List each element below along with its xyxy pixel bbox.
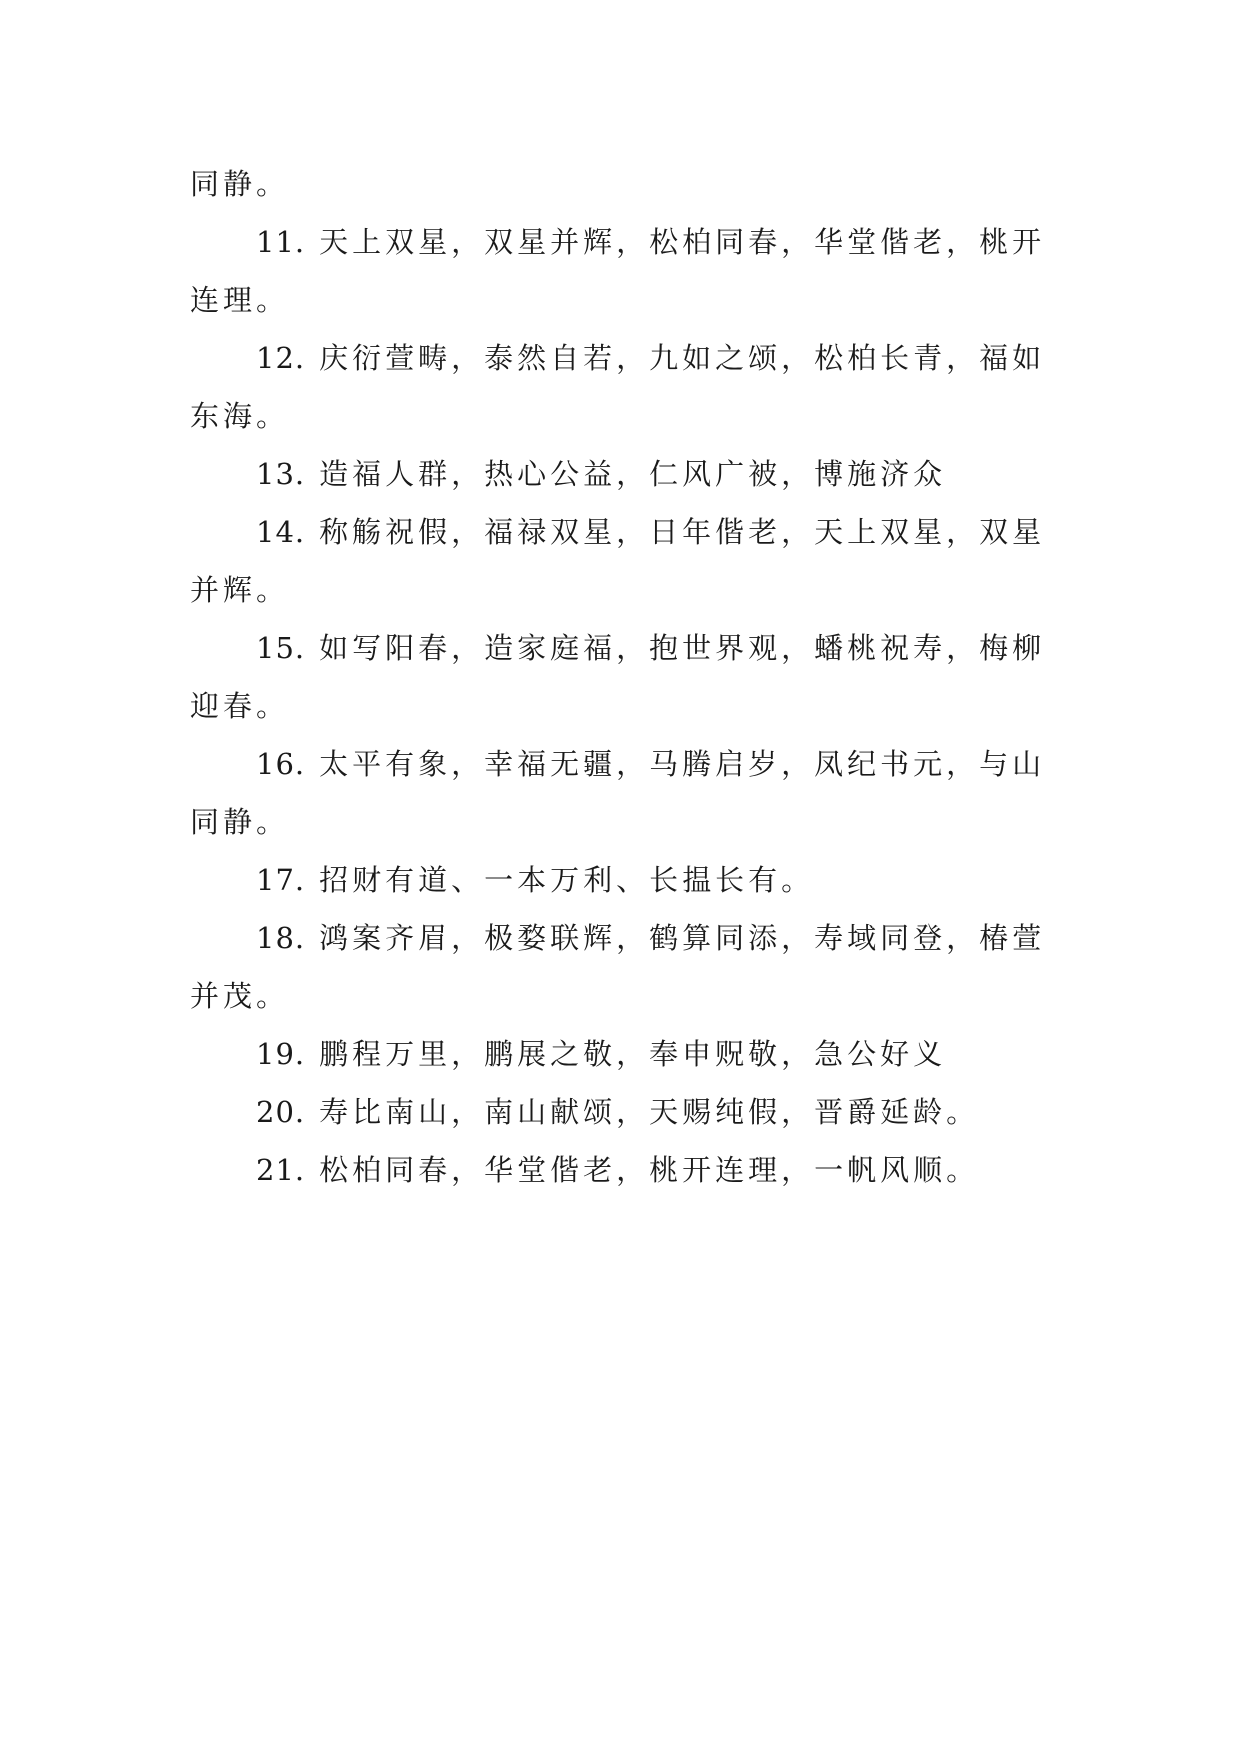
list-item-15 — [190, 619, 1060, 677]
list-item-20 — [190, 1083, 1060, 1141]
line-text: 同静。 — [190, 805, 290, 839]
item-number: 14. — [256, 515, 306, 549]
list-item-16 — [190, 735, 1060, 793]
continuation-line — [190, 793, 1060, 851]
list-item-18 — [190, 909, 1060, 967]
item-number: 20. — [256, 1095, 306, 1129]
item-text: 鸿案齐眉，极婺联辉，鹤算同添，寿域同登，椿萱 — [319, 921, 1046, 955]
item-number: 11. — [256, 225, 306, 259]
item-number: 16. — [256, 747, 306, 781]
continuation-line — [190, 387, 1060, 445]
item-number: 19. — [256, 1037, 306, 1071]
item-text: 天上双星，双星并辉，松柏同春，华堂偕老，桃开 — [319, 225, 1046, 259]
item-number: 15. — [256, 631, 306, 665]
item-number: 13. — [256, 457, 306, 491]
item-number: 17. — [256, 863, 306, 897]
document-body — [190, 155, 1060, 1199]
line-text: 并辉。 — [190, 573, 290, 607]
continuation-line — [190, 677, 1060, 735]
line-text: 并茂。 — [190, 979, 290, 1013]
item-text: 如写阳春，造家庭福，抱世界观，蟠桃祝寿，梅柳 — [319, 631, 1046, 665]
item-number: 21. — [256, 1153, 306, 1187]
item-text: 造福人群，热心公益，仁风广被，博施济众 — [319, 457, 947, 491]
line-text: 迎春。 — [190, 689, 290, 723]
item-number: 12. — [256, 341, 306, 375]
line-text: 东海。 — [190, 399, 290, 433]
list-item-12 — [190, 329, 1060, 387]
list-item-11 — [190, 213, 1060, 271]
item-text: 招财有道、一本万利、长揾长有。 — [319, 863, 815, 897]
item-text: 太平有象，幸福无疆，马腾启岁，凤纪书元，与山 — [319, 747, 1046, 781]
item-text: 寿比南山，南山献颂，天赐纯假，晋爵延龄。 — [319, 1095, 980, 1129]
list-item-17 — [190, 851, 1060, 909]
continuation-line — [190, 271, 1060, 329]
line-text: 连理。 — [190, 283, 290, 317]
item-text: 鹏程万里，鹏展之敬，奉申贶敬，急公好义 — [319, 1037, 947, 1071]
item-text: 松柏同春，华堂偕老，桃开连理，一帆风顺。 — [319, 1153, 980, 1187]
continuation-line — [190, 967, 1060, 1025]
list-item-19 — [190, 1025, 1060, 1083]
item-number: 18. — [256, 921, 306, 955]
continuation-line — [190, 561, 1060, 619]
list-item-13 — [190, 445, 1060, 503]
item-text: 庆衍萱畴，泰然自若，九如之颂，松柏长青，福如 — [319, 341, 1046, 375]
list-item-21 — [190, 1141, 1060, 1199]
line-text: 同静。 — [190, 167, 290, 201]
continuation-line — [190, 155, 1060, 213]
list-item-14 — [190, 503, 1060, 561]
item-text: 称觞祝假，福禄双星，日年偕老，天上双星，双星 — [319, 515, 1046, 549]
